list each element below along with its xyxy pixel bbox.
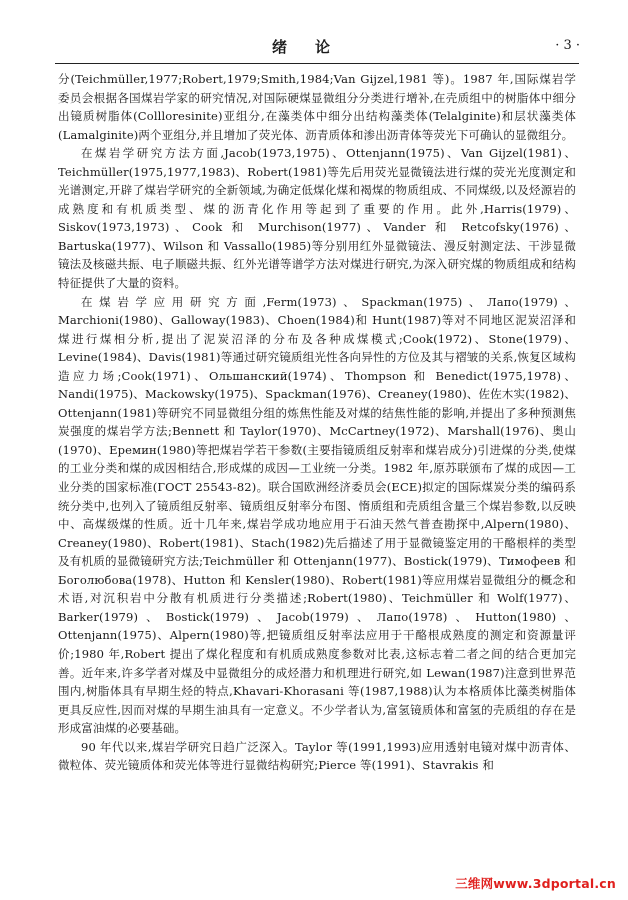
paragraph-continuation: 分(Teichmüller,1977;Robert,1979;Smith,1984;Van Gijzel,1981 等)。1987 年,国际煤岩学委员会根据各国煤岩学家的研究情况,对国际硬煤显微组分分类进行增补,在壳质组中的树脂体中细分出镜质树脂体(Collloresinite)亚组分,在藻类体中细分出结构藻类体(Telalginite)和层状藻类体(Lamalginite)两个亚组分,并且增加了荧光体、沥青质体和渗出沥青体等荧光下可确认的显微组分。 [58,72,576,142]
page-number: · 3 · [555,38,580,53]
body-text [58,70,576,775]
watermark: 三维网www.3dportal.cn [455,876,616,891]
paragraph-applied-research: 在煤岩学应用研究方面,Ferm(1973)、Spackman(1975)、Лапо(1979)、Marchioni(1980)、Galloway(1983)、Choen(1984)和 Hunt(1987)等对不同地区泥炭沼泽和煤进行煤相分析,提出了泥炭沼泽的分布及各种成煤模式;Cook(1972)、Stone(1979)、Levine(1984)、Davis(1981)等通过研究镜质组光性各向异性的方位及其与褶皱的关系,恢复区域构造应力场;Cook(1971)、Ольшанский(1974)、Thompson 和 Benedict(1975,1978)、Nandi(1975)、Mackowsky(1975)、Spackman(1976)、Creaney(1980)、佐佐木实(1982)、Ottenjann(1981)等研究不同显微组分组的炼焦性能及对煤的结焦性能的影响,并提出了多种预测焦炭强度的煤岩学方法;Bennett 和 Taylor(1970)、McCartney(1972)、Marshall(1976)、奥山(1970)、Еремин(1980)等把煤岩学若干参数(主要指镜质组反射率和煤岩成分)引进煤的分类,使煤的工业分类和煤的成因相结合,形成煤的成因—工业统一分类。1982 年,原苏联颁布了煤的成因—工业分类的国家标准(ГОСТ 25543-82)。联合国欧洲经济委员会(ECE)拟定的国际煤炭分类的编码系统分类中,也列入了镜质组反射率、镜质组反射率分布图、惰质组和壳质组含量三个煤岩参数,以反映中、高煤级煤的性质。近十几年来,煤岩学成功地应用于石油天然气普查勘探中,Alpern(1980)、Creaney(1980)、Robert(1981)、Stach(1982)先后描述了用于显微镜鉴定用的干酪根样的类型及有机质的显微镜研究方法;Teichmüller 和 Ottenjann(1977)、Bostick(1979)、Тимофеев 和 Боголюбова(1978)、Hutton 和 Kensler(1980)、Robert(1981)等应用煤岩显微组分的概念和术语,对沉积岩中分散有机质进行分类描述;Robert(1980)、Teichmüller 和 Wolf(1977)、Barker(1979)、Bostick(1979)、Jacob(1979)、Лапо(1978)、Hutton(1980)、Ottenjann(1975)、Alpern(1980)等,把镜质组反射率法应用于干酪根成熟度的测定和资源量评价;1980 年,Robert 提出了煤化程度和有机质成熟度参数对比表,这标志着二者之间的结合更加完善。近年来,许多学者对煤及中显微组分的成烃潜力和机理进行研究,如 Lewan(1987)注意到世界范围内,树脂体具有早期生烃的特点,Khavari-Khorasani 等(1987,1988)认为本格质体比藻类树脂体更具反应性,因而对煤的早期生油具有一定意义。不少学者认为,富氢镜质体和富氢的壳质组的存在是形成富油煤的必要基础。 [58,294,576,736]
paragraph-1990s: 90 年代以来,煤岩学研究日趋广泛深入。Taylor 等(1991,1993)应用透射电镜对煤中沥青体、微粒体、荧光镜质体和荧光体等进行显微结构研究;Pierce 等(1991)、Stavrakis 和 [58,739,576,773]
header-divider [55,63,579,64]
page-header [0,0,628,66]
paragraph-research-methods: 在煤岩学研究方法方面,Jacob(1973,1975)、Ottenjann(1975)、Van Gijzel(1981)、Teichmüller(1975,1977,1983)、Robert(1981)等先后用荧光显微镜法进行煤的荧光光度测定和光谱测定,开辟了煤岩学研究的全新领域,为确定低煤化煤和褐煤的物质组成、不同煤级,以及烃源岩的成熟度和有机质类型、煤的沥青化作用等起到了重要的作用。此外,Harris(1979)、Siskov(1973,1973)、Cook 和 Murchison(1977)、Vander 和 Retcofsky(1976)、Bartuska(1977)、Wilson 和 Vassallo(1985)等分别用红外显微镜法、漫反射测定法、干涉显微镜法及核磁共振、电子顺磁共振、红外光谱等谱学方法对煤进行研究,为深入研究煤的物质组成和结构特征提供了大量的资料。 [58,146,576,291]
running-header-title: 绪论 [271,38,358,56]
